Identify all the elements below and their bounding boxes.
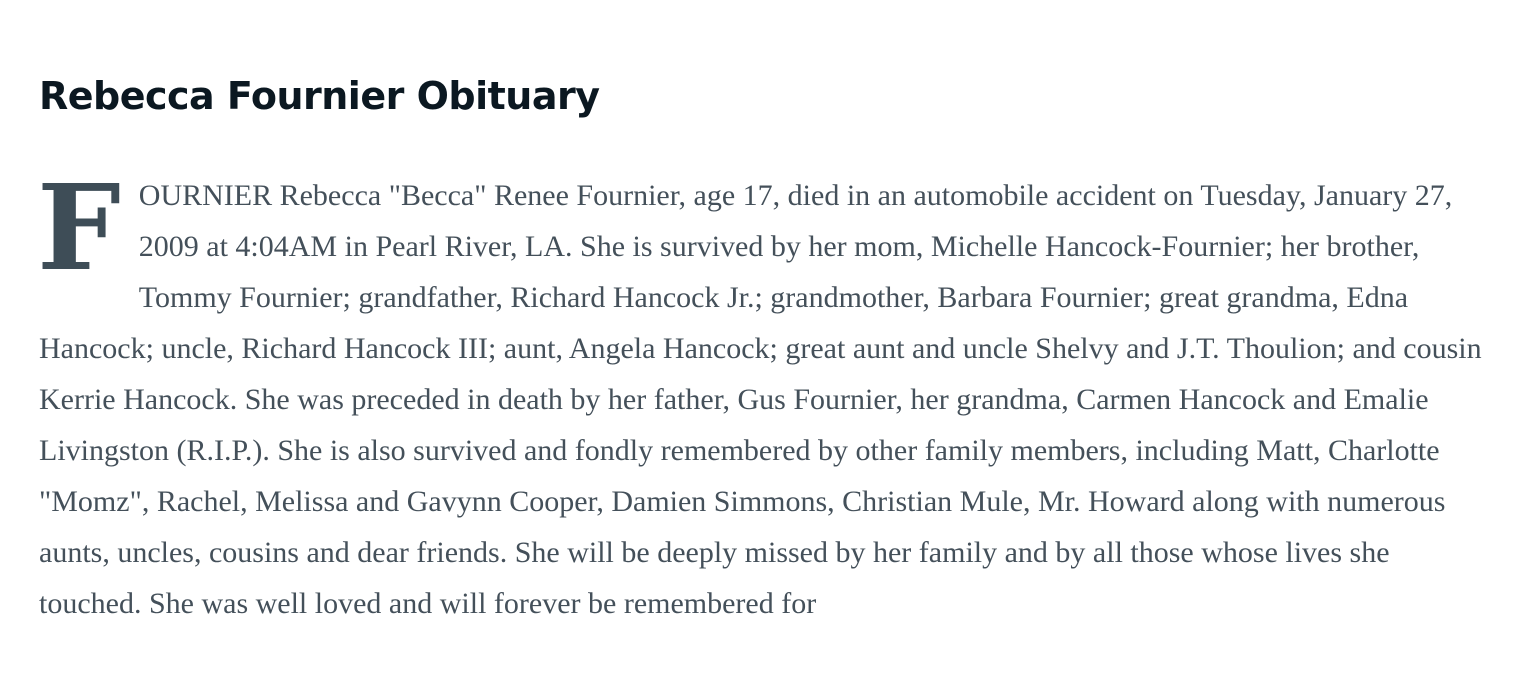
obituary-text: OURNIER Rebecca "Becca" Renee Fournier, age 17, died in an automobile accident on Tuesday, January 27, 2009 at 4:04AM in Pearl River, LA. She is survived by her mom, Michelle Hancock-Fournier; her brother, Tommy Fournier; grandfather, Richard Hancock Jr.; grandmother, Barbara Fournier; great grandma, Edna Hancock; uncle, Richard Hancock III; aunt, Angela Hancock; great aunt and uncle Shelvy and J.T. Thoulion; and cousin Kerrie Hancock. She was preceded in death by her father, Gus Fournier, her grandma, Carmen Hancock and Emalie Livingston (R.I.P.). She is also survived and fondly remembered by other family members, including Matt, Charlotte "Momz", Rachel, Melissa and Gavynn Cooper, Damien Simmons, Christian Mule, Mr. Howard along with numerous aunts, uncles, cousins and dear friends. She will be deeply missed by her family and by all those whose lives she touched. She was well loved and will forever be remembered for (39, 179, 1482, 620)
obituary-body (37, 158, 1499, 629)
drop-cap-letter: F (37, 158, 121, 297)
page-title: Rebecca Fournier Obituary (39, 74, 600, 118)
